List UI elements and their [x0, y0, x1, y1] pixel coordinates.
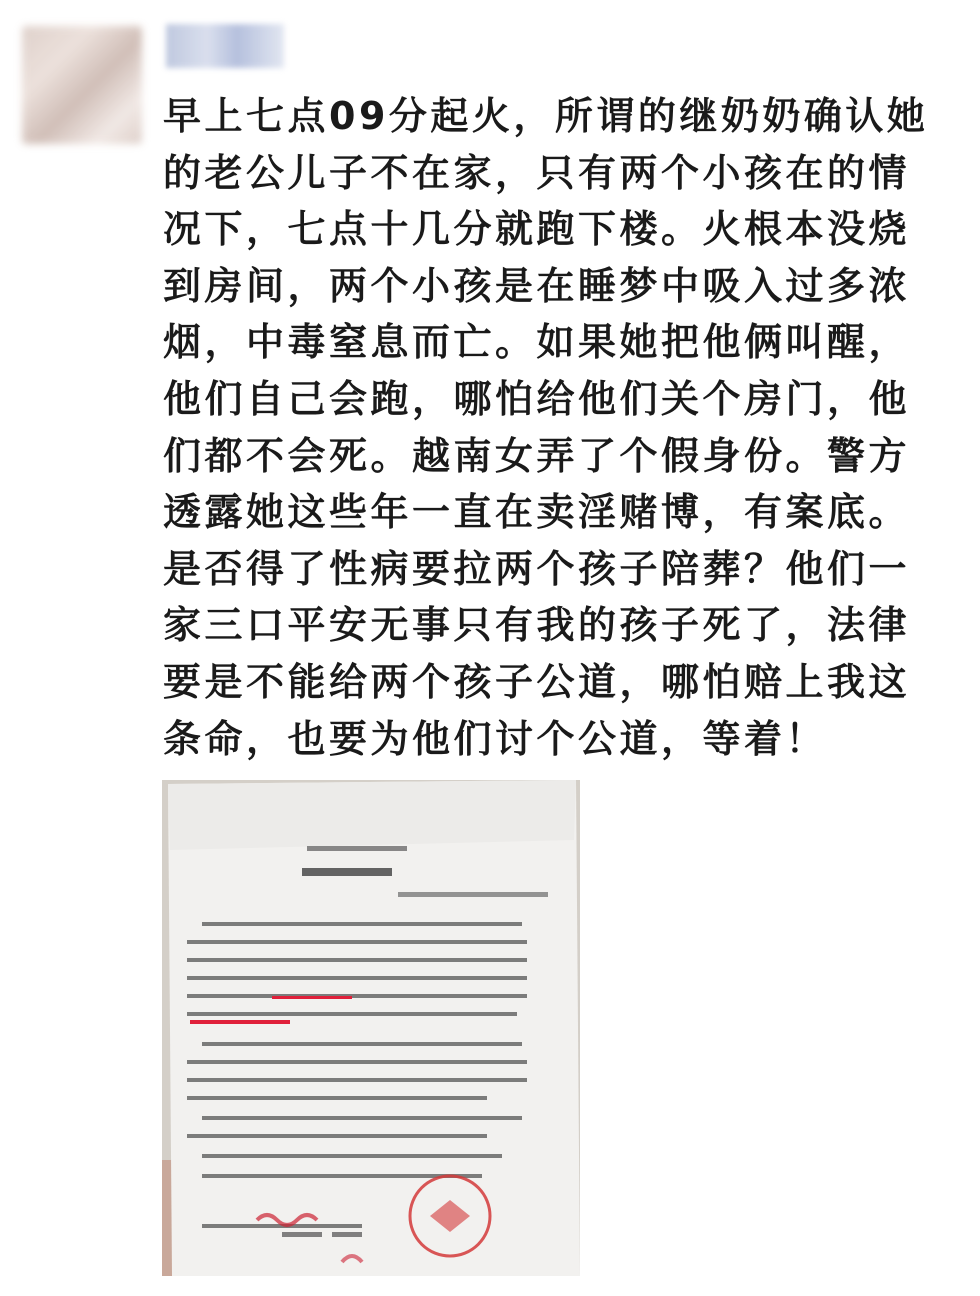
post-text: 早上七点09分起火，所谓的继奶奶确认她的老公儿子不在家，只有两个小孩在的情况下，七点十几分就跑下楼。火根本没烧到房间，两个小孩是在睡梦中吸入过多浓烟，中毒窒息而亡。如果她把他俩叫醒，他们自己会跑，哪怕给他们关个房门，他们都不会死。越南女弄了个假身份。警方透露她这些年一直在卖淫赌博，有案底。是否得了性病要拉两个孩子陪葬？他们一家三口平安无事只有我的孩子死了，法律要是不能给两个孩子公道，哪怕赔上我这条命，也要为他们讨个公道，等着！ [163, 94, 929, 761]
attached-photo[interactable] [162, 780, 580, 1276]
user-avatar[interactable] [22, 26, 142, 144]
username-blurred[interactable] [166, 24, 284, 68]
document-photo-icon [162, 780, 580, 1276]
red-underline-mark [190, 1020, 290, 1024]
red-underline-mark [272, 996, 352, 999]
